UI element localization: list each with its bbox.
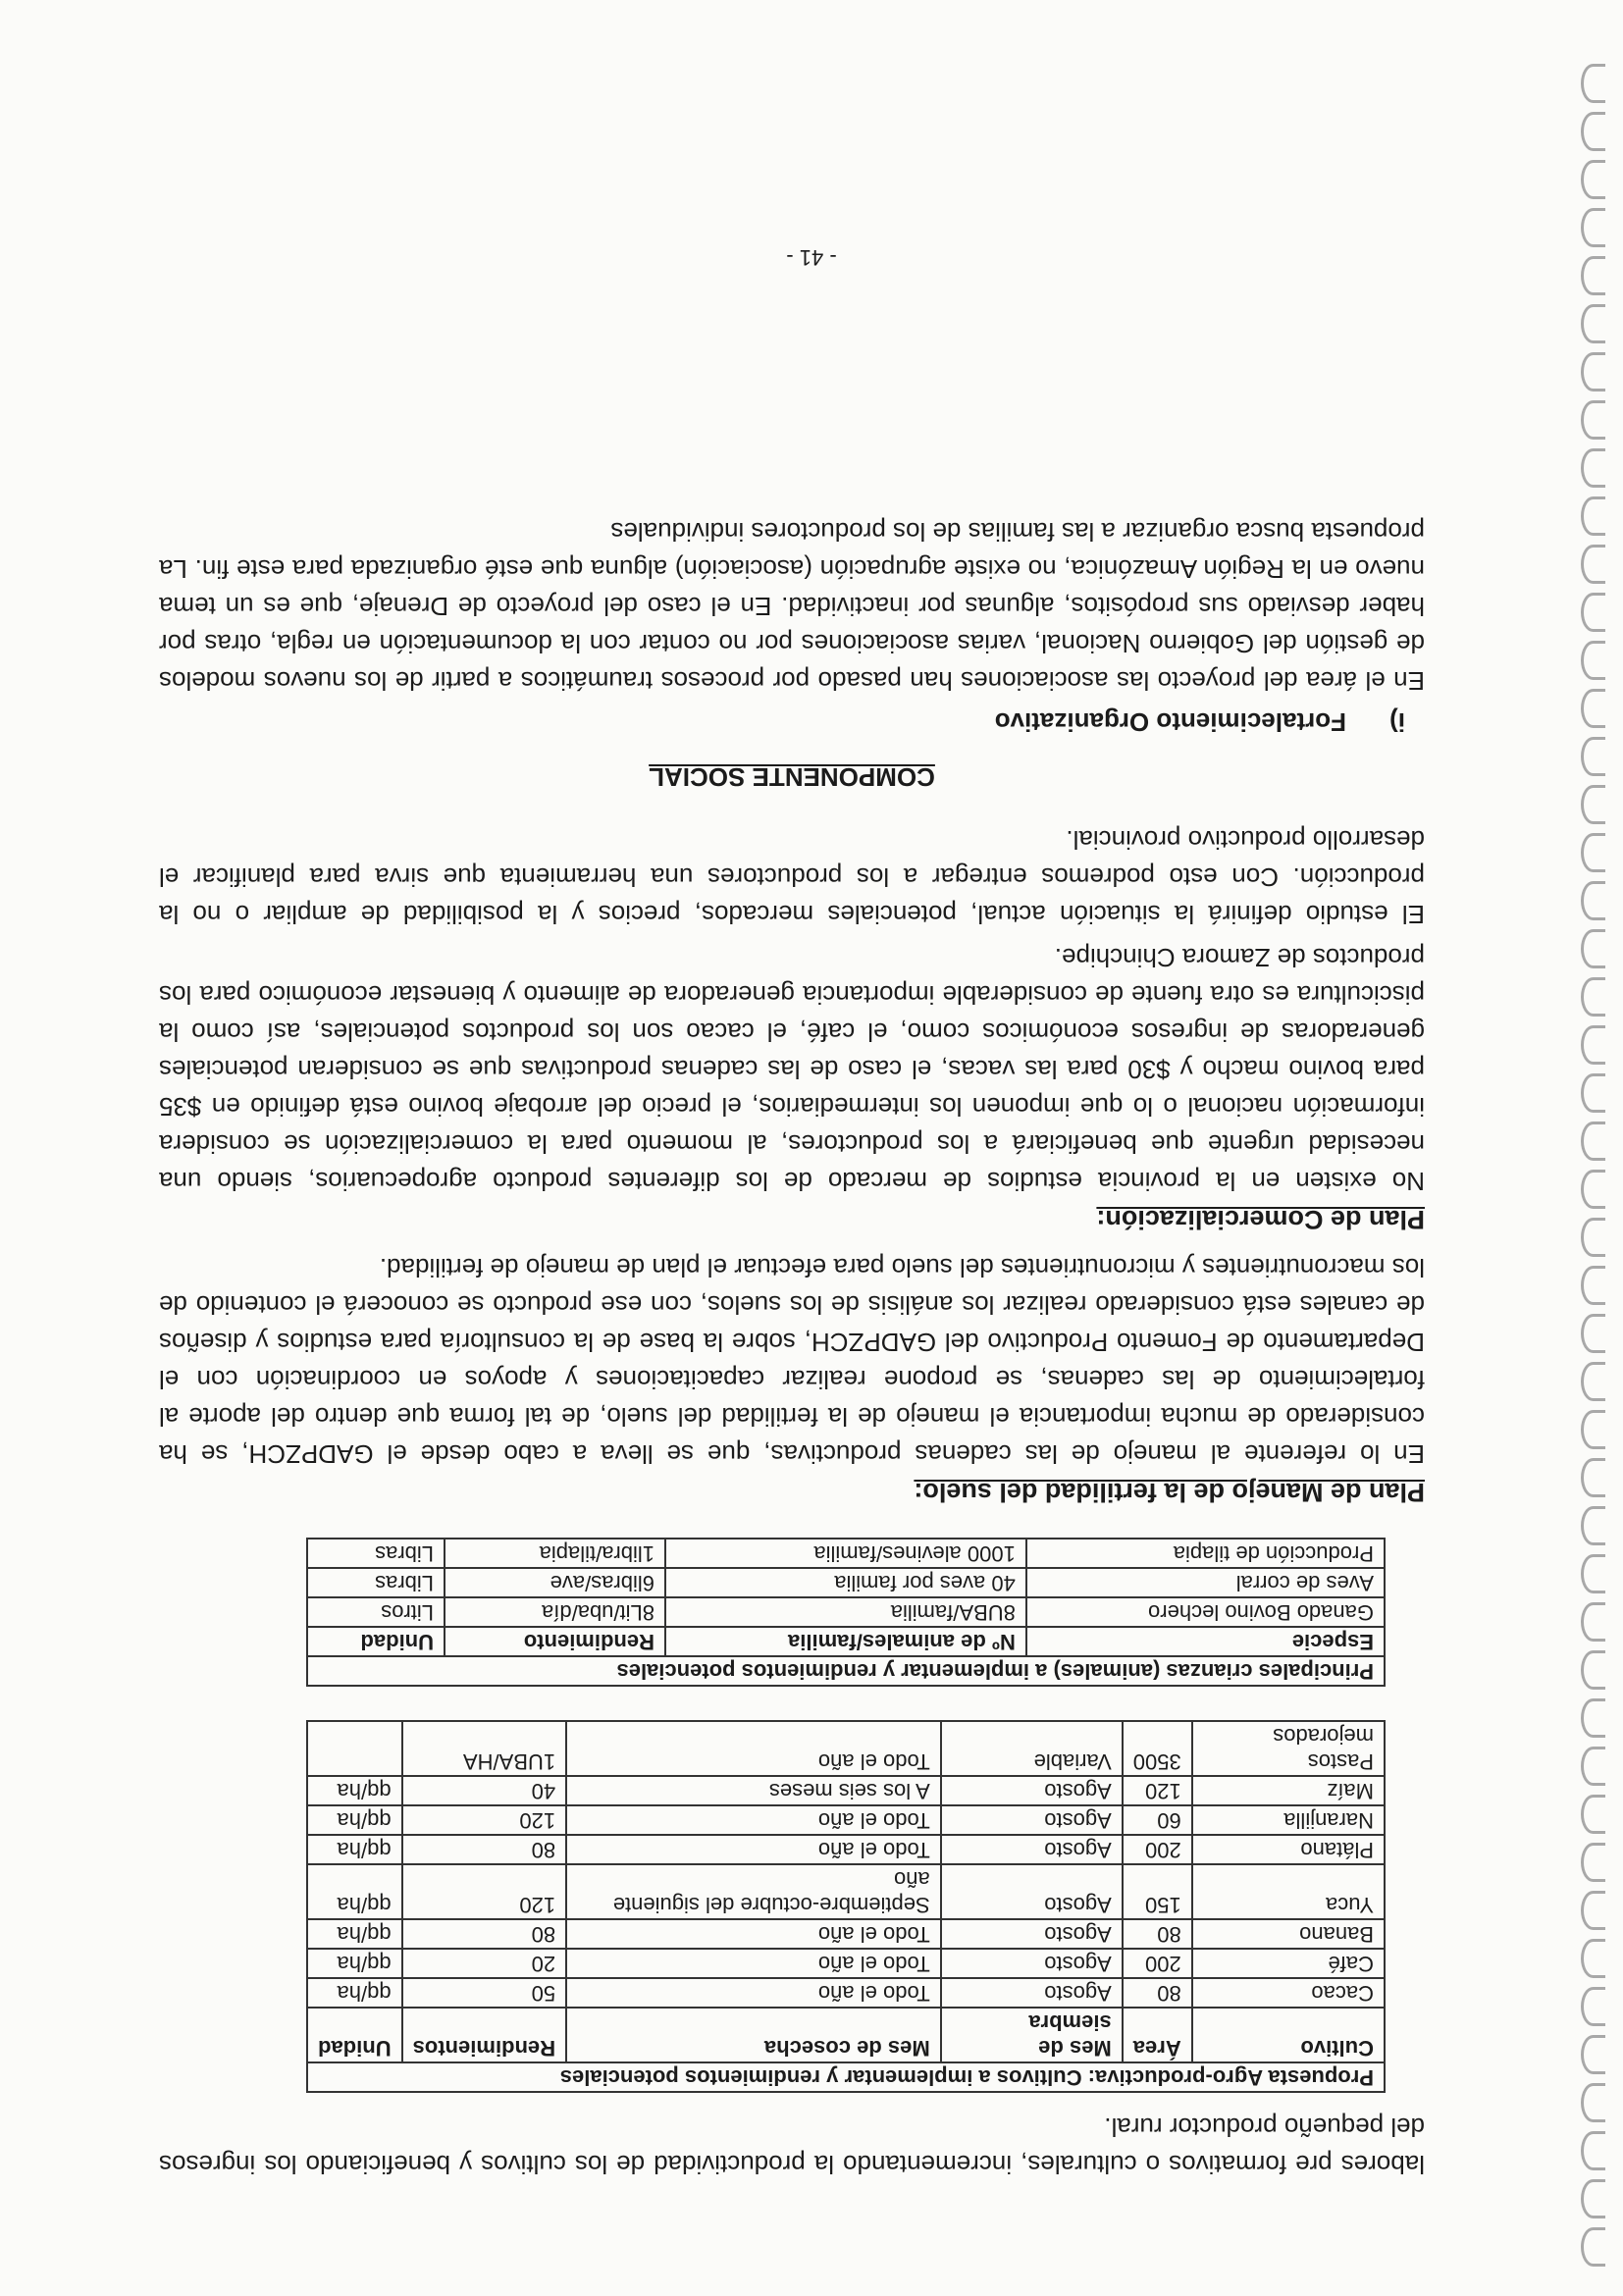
table-cell: 40	[402, 1776, 566, 1805]
column-header: Unidad	[307, 1627, 445, 1656]
binding-hole	[1581, 160, 1605, 199]
page-number: - 41 -	[786, 245, 837, 270]
commerce-heading: Plan de Comercialización:	[1096, 1205, 1425, 1234]
table-cell: Agosto	[941, 1776, 1123, 1805]
column-header: Unidad	[307, 2008, 402, 2062]
table-row	[307, 1919, 1385, 1949]
binding-hole	[1581, 737, 1605, 776]
binding-hole	[1581, 1410, 1605, 1449]
binding-hole	[1581, 1170, 1605, 1209]
binding-hole	[1581, 1506, 1605, 1545]
table-row	[307, 1568, 1385, 1597]
table-cell: Todo el año	[566, 1978, 941, 2008]
binding-hole	[1581, 1891, 1605, 1930]
binding-hole	[1581, 545, 1605, 584]
table-cell: qq/ha	[307, 1864, 402, 1919]
binding-hole	[1581, 1218, 1605, 1257]
binding-hole	[1581, 1747, 1605, 1786]
binding-hole	[1581, 641, 1605, 680]
table-cell: 80	[1123, 1919, 1192, 1949]
column-header: Rendimientos	[402, 2008, 566, 2062]
table-cell: qq/ha	[307, 1776, 402, 1805]
table-cell: Banano	[1192, 1919, 1385, 1949]
binding-hole	[1581, 1122, 1605, 1161]
table-cell	[307, 1721, 402, 1776]
binding-hole	[1581, 1073, 1605, 1113]
binding-hole	[1581, 2083, 1605, 2122]
binding-hole	[1581, 785, 1605, 824]
binding-hole	[1581, 304, 1605, 343]
table-cell: 60	[1123, 1805, 1192, 1835]
table-cell: Agosto	[941, 1919, 1123, 1949]
crops-table	[306, 1720, 1386, 2093]
table-cell: 200	[1123, 1835, 1192, 1864]
table-cell: Café	[1192, 1949, 1385, 1978]
table-row	[307, 1949, 1385, 1978]
crops-table-caption: Propuesta Agro-productiva: Cultivos a implementar y rendimientos potenciales	[307, 2062, 1385, 2092]
table-cell: Libras	[307, 1539, 445, 1568]
crops-table-header	[307, 2008, 1385, 2062]
commerce-paragraph-2: El estudio definirá la situación actual, potenciales mercados, precios y la posibilidad de ampliar o no la producción. Con esto podremos entregar a los productores una herramienta que sirva para planificar el desarrollo productivo provincial.	[159, 825, 1425, 929]
animals-table-caption: Principales crianzas (animales) a implementar y rendimientos potenciales	[307, 1656, 1385, 1686]
table-cell: 80	[402, 1835, 566, 1864]
table-cell: Naranjilla	[1192, 1805, 1385, 1835]
table-cell: 6libras/ave	[445, 1568, 665, 1597]
binding-hole	[1581, 448, 1605, 488]
table-cell: Pastos mejorados	[1192, 1721, 1385, 1776]
binding-hole	[1581, 689, 1605, 728]
table-cell: 50	[402, 1978, 566, 2008]
table-cell: Libras	[307, 1568, 445, 1597]
table-row	[307, 1539, 1385, 1568]
table-cell: Litros	[307, 1597, 445, 1627]
table-cell: Ganado Bovino lechero	[1026, 1597, 1385, 1627]
binding-hole	[1581, 1266, 1605, 1305]
table-cell: Agosto	[941, 1805, 1123, 1835]
table-row	[307, 1597, 1385, 1627]
binding-hole	[1581, 1362, 1605, 1401]
table-cell: Todo el año	[566, 1721, 941, 1776]
table-cell: Agosto	[941, 1978, 1123, 2008]
binding-hole	[1581, 1650, 1605, 1690]
binding-hole	[1581, 2035, 1605, 2074]
table-cell: 8Lit/uba/día	[445, 1597, 665, 1627]
column-header: Especie	[1026, 1627, 1385, 1656]
table-cell: 40 aves por familia	[665, 1568, 1026, 1597]
binding-hole	[1581, 1698, 1605, 1738]
binding-hole	[1581, 1025, 1605, 1065]
table-cell: Todo el año	[566, 1949, 941, 1978]
binding-hole	[1581, 1843, 1605, 1882]
binding-hole	[1581, 112, 1605, 151]
table-cell: Agosto	[941, 1949, 1123, 1978]
table-cell: Producción de tilapia	[1026, 1539, 1385, 1568]
social-heading: COMPONENTE SOCIAL	[649, 762, 935, 792]
binding-hole	[1581, 208, 1605, 247]
table-cell: qq/ha	[307, 1949, 402, 1978]
table-cell: Cacao	[1192, 1978, 1385, 2008]
table-cell: Todo el año	[566, 1919, 941, 1949]
binding-hole	[1581, 977, 1605, 1017]
table-cell: 1libra/tilapia	[445, 1539, 665, 1568]
page-content	[159, 513, 1425, 2183]
table-cell: 120	[402, 1805, 566, 1835]
soil-paragraph: En lo referente al manejo de las cadenas productivas, que se lleva a cabo desde el GADPZCH, se ha considerado de mucha importancia el manejo de la fertilidad del suelo, de tal forma que dentro del aporte al fortalecimiento de las cadenas, se propone realizar capacitaciones y apoyos en coordinación con el Departamento de Fomento Productivo del GADPZCH, sobre la base de la consultoría para estudios y diseños de canales está considerado realizar los análisis de los suelos, con ese producto se conocerá el contenido de los macronutrientes y micronutrientes del suelo para efectuar el plan de manejo de fertilidad.	[159, 1253, 1425, 1469]
binding-hole	[1581, 2131, 1605, 2170]
table-row	[307, 1978, 1385, 2008]
table-cell: 1000 alevines/familia	[665, 1539, 1026, 1568]
commerce-paragraph-1: No existen en la provincia estudios de mercado de los diferentes producto agropecuarios, siendo una necesidad urgente que beneficiará a los productores, al momento para la comercialización se considera información nacional o lo que imponen los intermediarios, el precio del arrobaje bovino está definido en $35 para bovino macho y $30 para las vacas, el caso de las cadenas productivas que se consideran potenciales generadoras de ingresos económicos como, el café, el cacao son los productos potenciales, así como la piscicultura es otra fuente de considerable importancia generadora de alimento y bienestar económico para los productos de Zamora Chinchipe.	[159, 943, 1425, 1196]
binding-hole	[1581, 1554, 1605, 1593]
table-cell: Agosto	[941, 1835, 1123, 1864]
intro-paragraph: labores pre formativos o culturales, incrementando la productividad de los cultivos y beneficiando los ingresos del pequeño productor rural.	[159, 2113, 1425, 2179]
binding-hole	[1581, 496, 1605, 536]
table-cell: 200	[1123, 1949, 1192, 1978]
table-cell: qq/ha	[307, 1805, 402, 1835]
binding-hole	[1581, 833, 1605, 872]
table-cell: Agosto	[941, 1864, 1123, 1919]
table-cell: qq/ha	[307, 1835, 402, 1864]
binding-hole	[1581, 400, 1605, 440]
table-cell: 120	[402, 1864, 566, 1919]
table-cell: 150	[1123, 1864, 1192, 1919]
table-row	[307, 1805, 1385, 1835]
animals-table-header	[307, 1627, 1385, 1656]
subsection-label: Fortalecimiento Organizativo	[994, 707, 1346, 737]
table-row	[307, 1776, 1385, 1805]
table-row	[307, 1835, 1385, 1864]
binding-hole	[1581, 2227, 1605, 2267]
subsection-letter: i)	[1389, 707, 1405, 737]
table-cell: Septiembre-octubre del siguiente año	[566, 1864, 941, 1919]
table-cell: A los seis meses	[566, 1776, 941, 1805]
column-header: Área	[1123, 2008, 1192, 2062]
table-cell: 20	[402, 1949, 566, 1978]
table-cell: 8UBA/familia	[665, 1597, 1026, 1627]
column-header: Cultivo	[1192, 2008, 1385, 2062]
social-subsection-title	[159, 704, 1425, 741]
binding-hole	[1581, 1939, 1605, 1978]
social-paragraph: En el área del proyecto las asociaciones han pasado por procesos traumáticos a partir de los nuevos modelos de gestión del Gobierno Nacional, varias asociaciones por no contar con la documentación en regla, otras por haber desviado sus propósitos, algunas por inactividad. En el caso del proyecto de Drenaje, que es un tema nuevo en la Región Amazónica, no existe agrupación (asociación) alguna que esté organizada para este fin. La propuesta busca organizar a las familias de los productores individuales	[159, 517, 1425, 696]
binding-hole	[1581, 881, 1605, 920]
table-cell: qq/ha	[307, 1919, 402, 1949]
table-cell: Yuca	[1192, 1864, 1385, 1919]
table-cell: 120	[1123, 1776, 1192, 1805]
binding-hole	[1581, 1602, 1605, 1642]
column-header: Mes de siembra	[941, 2008, 1123, 2062]
table-cell: Variable	[941, 1721, 1123, 1776]
table-row	[307, 1721, 1385, 1776]
table-cell: Todo el año	[566, 1835, 941, 1864]
animals-table	[306, 1538, 1386, 1687]
table-cell: Maíz	[1192, 1776, 1385, 1805]
binding-hole	[1581, 929, 1605, 968]
spiral-binding	[1554, 0, 1623, 2296]
table-cell: Aves de corral	[1026, 1568, 1385, 1597]
column-header: Rendimiento	[445, 1627, 665, 1656]
binding-hole	[1581, 593, 1605, 632]
column-header: Nº de animales/familia	[665, 1627, 1026, 1656]
table-cell: Todo el año	[566, 1805, 941, 1835]
table-cell: Plátano	[1192, 1835, 1385, 1864]
column-header: Mes de cosecha	[566, 2008, 941, 2062]
table-cell: qq/ha	[307, 1978, 402, 2008]
binding-hole	[1581, 1987, 1605, 2026]
soil-heading: Plan de Manejo de la fertilidad del suelo:	[914, 1478, 1425, 1507]
table-cell: 1UBA/HA	[402, 1721, 566, 1776]
binding-hole	[1581, 2179, 1605, 2218]
table-cell: 80	[402, 1919, 566, 1949]
table-cell: 80	[1123, 1978, 1192, 2008]
binding-hole	[1581, 1795, 1605, 1834]
table-row	[307, 1864, 1385, 1919]
binding-hole	[1581, 352, 1605, 391]
table-cell: 3500	[1123, 1721, 1192, 1776]
binding-hole	[1581, 64, 1605, 103]
animals-table-body	[307, 1539, 1385, 1627]
crops-table-body	[307, 1721, 1385, 2008]
binding-hole	[1581, 1314, 1605, 1353]
binding-hole	[1581, 1458, 1605, 1497]
